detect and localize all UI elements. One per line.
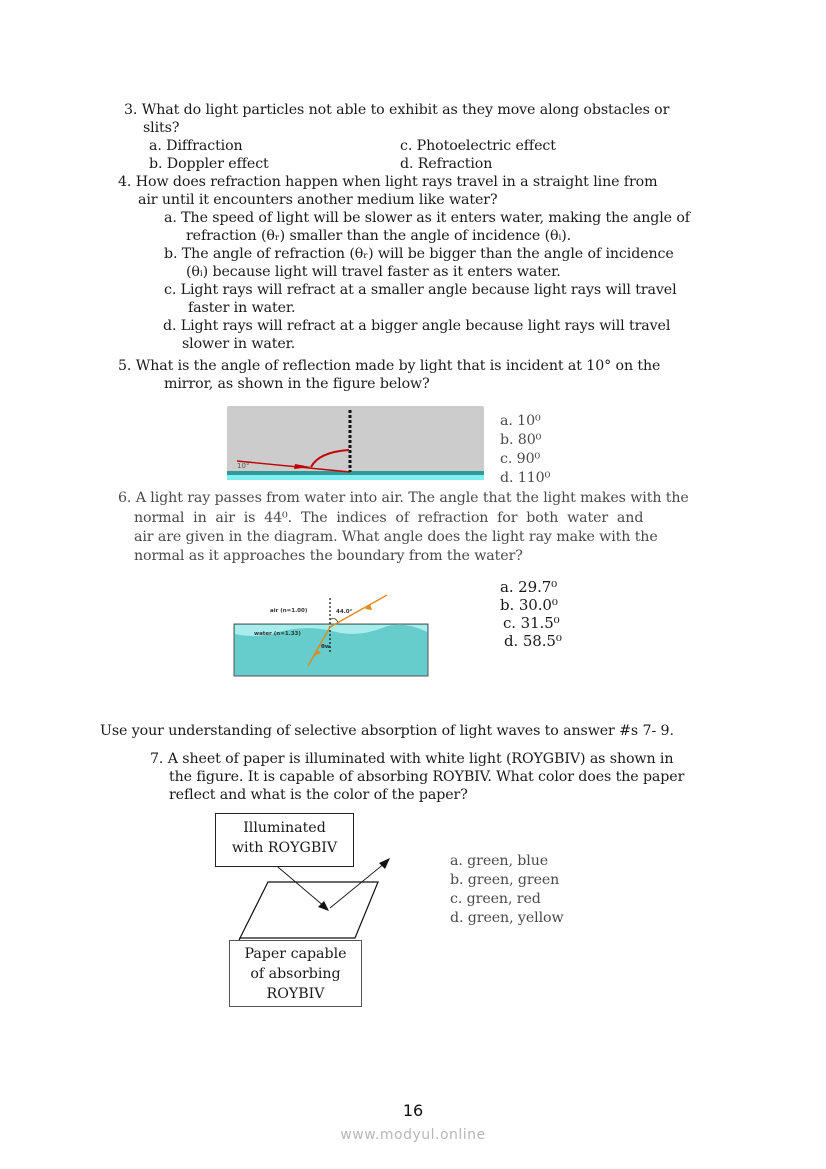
svg-text:θw: θw	[321, 644, 330, 650]
q3-choice-a: a. Diffraction	[149, 138, 243, 154]
watermark: www.modyul.online	[340, 1127, 486, 1143]
q6-choice-a: a. 29.7⁰	[500, 578, 558, 596]
q4-choice-d-line1: d. Light rays will refract at a bigger angle because light rays will travel	[163, 318, 671, 334]
paper-label-line2: of absorbing	[250, 966, 341, 982]
q5-stem-line2: mirror, as shown in the figure below?	[164, 376, 430, 392]
illumination-label-line2: with ROYGBIV	[231, 840, 338, 856]
svg-text:water (n=1.33): water (n=1.33)	[254, 631, 301, 637]
q4-stem-line1: 4. How does refraction happen when light rays travel in a straight line from	[118, 174, 658, 190]
q6-choice-c: c. 31.5⁰	[503, 614, 560, 632]
q5-choice-d: d. 110⁰	[500, 470, 551, 486]
q5-choice-b: b. 80⁰	[500, 432, 542, 448]
svg-text:44.0°: 44.0°	[336, 609, 353, 615]
q4-choice-a-line1: a. The speed of light will be slower as it enters water, making the angle of	[164, 210, 690, 226]
q6-stem-line3: air are given in the diagram. What angle does the light ray make with the	[134, 529, 658, 545]
svg-text:air (n=1.00): air (n=1.00)	[270, 608, 308, 614]
section-instruction: Use your understanding of selective absorption of light waves to answer #s 7- 9.	[100, 723, 674, 739]
q4-choice-d-line2: slower in water.	[182, 336, 296, 352]
q7-stem-line2: the figure. It is capable of absorbing ROYBIV. What color does the paper	[169, 769, 685, 785]
q5-choice-c: c. 90⁰	[500, 451, 541, 467]
q7-stem-line3: reflect and what is the color of the paper?	[169, 787, 468, 803]
q3-stem-line1: 3. What do light particles not able to exhibit as they move along obstacles or	[124, 102, 670, 118]
q5-choice-a: a. 10⁰	[500, 413, 541, 429]
q6-choice-d: d. 58.5⁰	[504, 632, 562, 650]
q6-stem-line4: normal as it approaches the boundary from the water?	[134, 548, 523, 564]
q3-stem-line2: slits?	[143, 120, 180, 136]
illumination-label-box	[215, 813, 354, 867]
q4-choice-b-line2: (θᵢ) because light will travel faster as it enters water.	[186, 264, 561, 280]
refraction-figure	[232, 590, 432, 680]
illumination-label-line1: Illuminated	[243, 820, 326, 836]
q7-choice-a: a. green, blue	[450, 853, 549, 869]
q4-stem-line2: air until it encounters another medium like water?	[138, 192, 498, 208]
paper-label-line1: Paper capable	[244, 946, 347, 962]
q7-choice-c: c. green, red	[450, 891, 541, 907]
q7-choice-d: d. green, yellow	[450, 910, 564, 926]
q6-choice-b: b. 30.0⁰	[500, 596, 558, 614]
q4-choice-b-line1: b. The angle of refraction (θᵣ) will be bigger than the angle of incidence	[164, 246, 674, 262]
q7-choice-b: b. green, green	[450, 872, 560, 888]
mirror-reflection-figure	[227, 406, 485, 480]
paper-label-line3: ROYBIV	[266, 986, 325, 1002]
q7-stem-line1: 7. A sheet of paper is illuminated with white light (ROYGBIV) as shown in	[150, 751, 674, 767]
paper-label-box	[229, 940, 362, 1007]
q3-choice-d: d. Refraction	[400, 156, 493, 172]
q4-choice-c-line2: faster in water.	[188, 300, 296, 316]
q4-choice-c-line1: c. Light rays will refract at a smaller angle because light rays will travel	[164, 282, 677, 298]
q5-stem-line1: 5. What is the angle of reflection made by light that is incident at 10° on the	[118, 358, 661, 374]
q6-stem-line2: normal in air is 44⁰. The indices of refraction for both water and	[134, 510, 644, 526]
page-number: 16	[402, 1101, 424, 1120]
svg-text:10°: 10°	[237, 462, 250, 470]
q6-stem-line1: 6. A light ray passes from water into air. The angle that the light makes with the	[118, 490, 689, 506]
q3-choice-c: c. Photoelectric effect	[400, 138, 556, 154]
q4-choice-a-line2: refraction (θᵣ) smaller than the angle of incidence (θᵢ).	[186, 228, 572, 244]
q3-choice-b: b. Doppler effect	[149, 156, 269, 172]
